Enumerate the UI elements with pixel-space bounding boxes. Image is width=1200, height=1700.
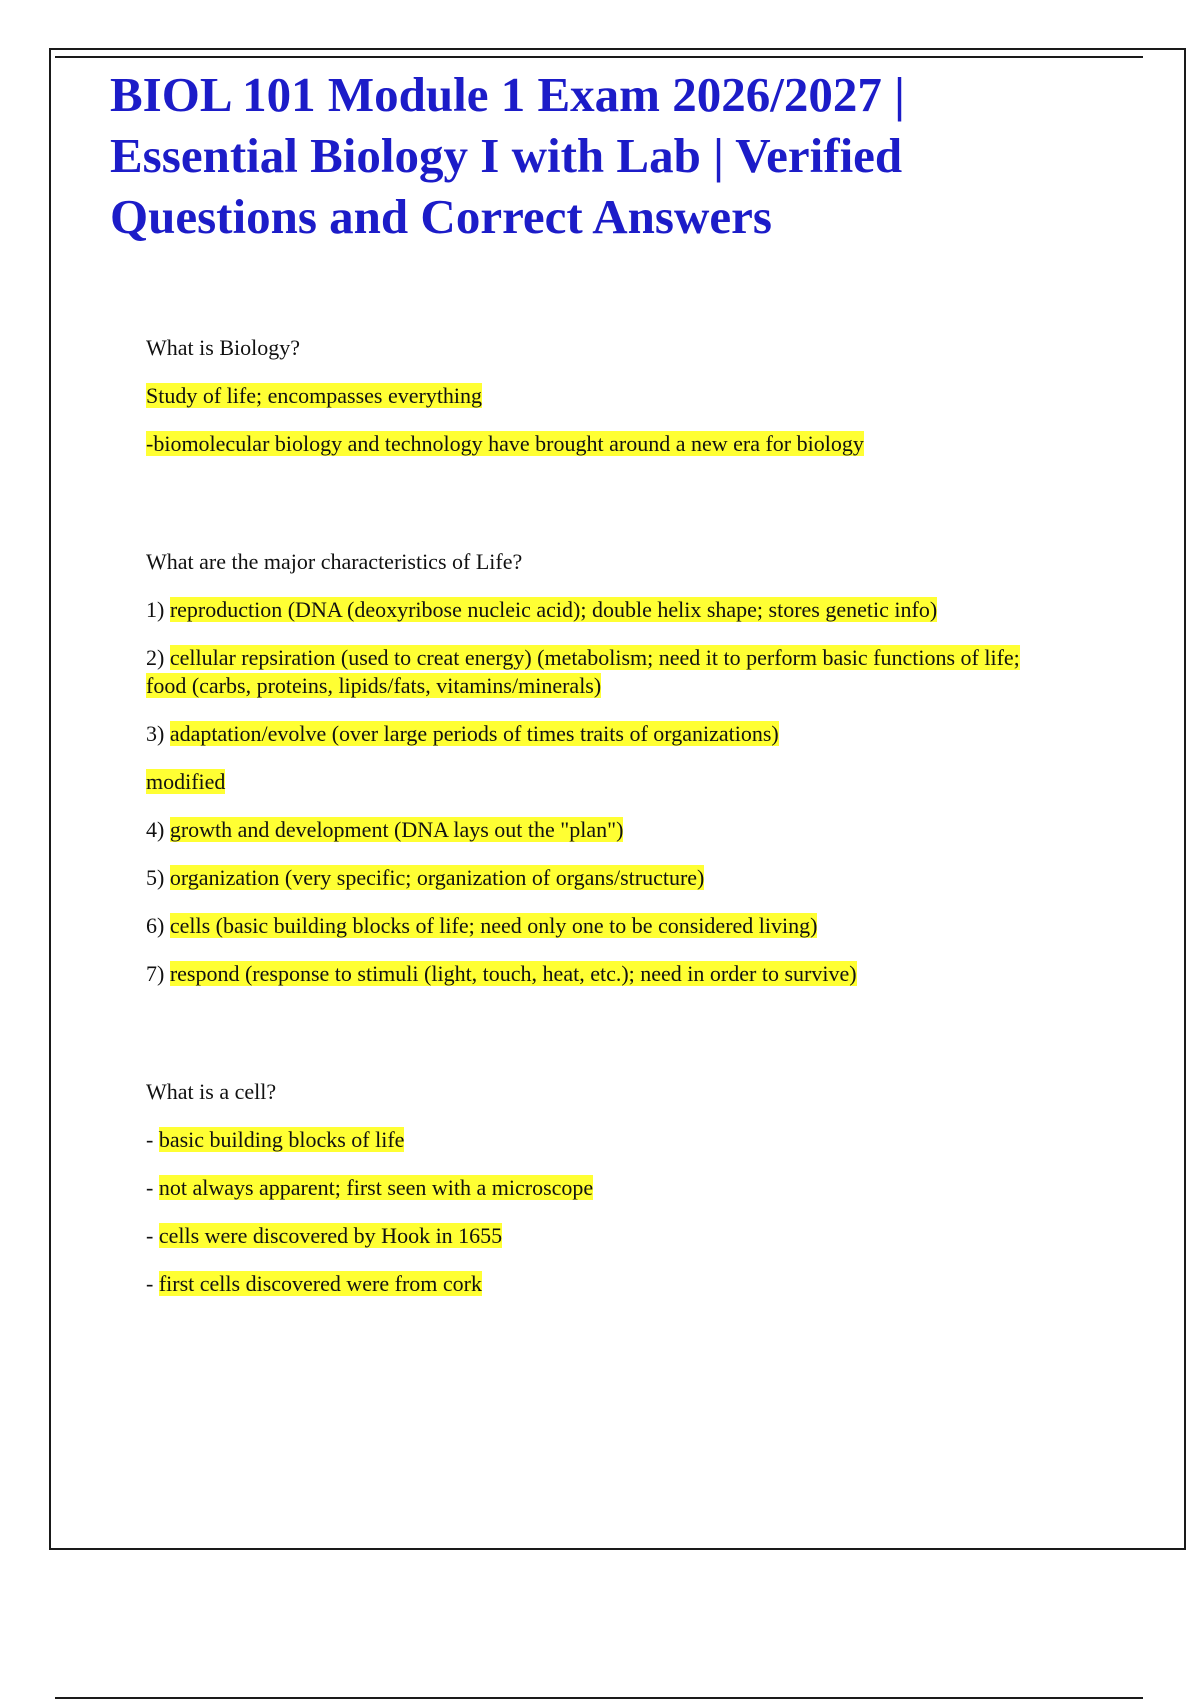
question: What is Biology? <box>146 335 300 360</box>
qa-block-biology <box>146 334 1046 458</box>
qa-block-cell <box>146 1078 1046 1298</box>
answer-prefix: - <box>146 1175 159 1200</box>
question: What is a cell? <box>146 1079 277 1104</box>
highlighted-answer: first cells discovered were from cork <box>158 1271 482 1296</box>
qa-block-characteristics <box>146 548 1046 988</box>
highlighted-answer: -biomolecular biology and technology have brought around a new era for biology <box>146 431 864 456</box>
highlighted-answer: cellular repsiration (used to creat energy) (metabolism; need it to perform basic functions of life; food (carbs, proteins, lipids/fats, vitamins/minerals) <box>146 645 1020 698</box>
answer-line <box>146 644 1046 700</box>
answer-line <box>146 1174 1046 1202</box>
answer-prefix: 3) <box>146 721 170 746</box>
answer-prefix: 2) <box>146 645 170 670</box>
answer-prefix: 1) <box>146 597 170 622</box>
answer-line <box>146 912 1046 940</box>
question: What are the major characteristics of Life? <box>146 549 523 574</box>
answer-line <box>146 1126 1046 1154</box>
answer-prefix: - <box>146 1223 159 1248</box>
answer-prefix: 4) <box>146 817 170 842</box>
answer-prefix: - <box>146 1127 159 1152</box>
answer-line <box>146 430 1046 458</box>
highlighted-answer: adaptation/evolve (over large periods of times traits of organizations) <box>169 721 779 746</box>
answer-prefix: - <box>146 1271 159 1296</box>
answer-line <box>146 960 1046 988</box>
answer-line <box>146 768 1046 796</box>
answer-line <box>146 816 1046 844</box>
answer-prefix: 7) <box>146 961 170 986</box>
answer-line <box>146 720 1046 748</box>
highlighted-answer: growth and development (DNA lays out the "plan") <box>169 817 624 842</box>
highlighted-answer: modified <box>146 769 226 794</box>
bottom-rule <box>55 1697 1143 1699</box>
answer-line <box>146 864 1046 892</box>
highlighted-answer: cells (basic building blocks of life; need only one to be considered living) <box>169 913 818 938</box>
answer-line <box>146 382 1046 410</box>
highlighted-answer: reproduction (DNA (deoxyribose nucleic acid); double helix shape; stores genetic info) <box>169 597 938 622</box>
highlighted-answer: basic building blocks of life <box>158 1127 405 1152</box>
highlighted-answer: respond (response to stimuli (light, touch, heat, etc.); need in order to survive) <box>169 961 857 986</box>
document-title: BIOL 101 Module 1 Exam 2026/2027 | Essential Biology I with Lab | Verified Questions and Correct Answers <box>110 67 905 244</box>
answer-line <box>146 596 1046 624</box>
highlighted-answer: not always apparent; first seen with a microscope <box>158 1175 594 1200</box>
answer-prefix: 5) <box>146 865 170 890</box>
answer-line <box>146 1222 1046 1250</box>
answer-prefix: 6) <box>146 913 170 938</box>
answer-line <box>146 1270 1046 1298</box>
highlighted-answer: cells were discovered by Hook in 1655 <box>158 1223 503 1248</box>
qa-content <box>146 334 1046 1388</box>
highlighted-answer: organization (very specific; organization of organs/structure) <box>169 865 705 890</box>
highlighted-answer: Study of life; encompasses everything <box>146 383 483 408</box>
